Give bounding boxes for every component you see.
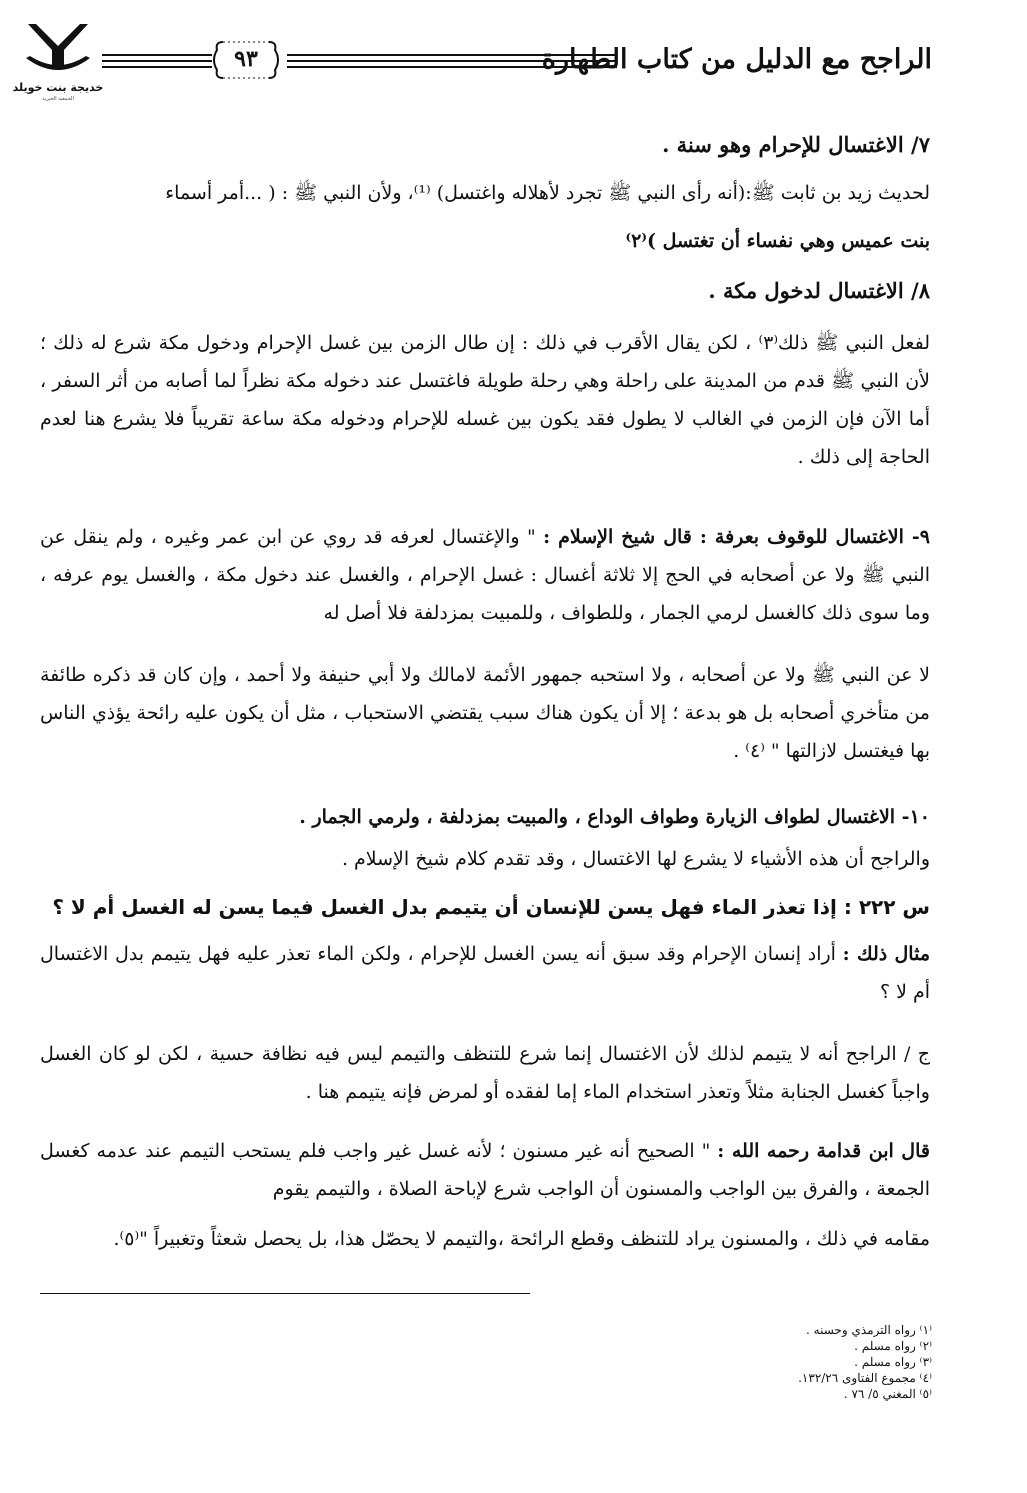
- footnote-item: ⁽٢⁾ رواه مسلم .: [854, 1339, 932, 1353]
- logo-subtext: الجمعية الخيرية: [42, 96, 74, 102]
- footnote-item: ⁽١⁾ رواه الترمذي وحسنه .: [806, 1323, 932, 1337]
- ibn-qudama-label: قال ابن قدامة رحمه الله :: [717, 1140, 930, 1162]
- header-rule-left-1: [102, 54, 212, 56]
- section-8-text: لفعل النبي ﷺ ذلك⁽٣⁾ ، لكن يقال الأقرب في ذلك : إن طال الزمن بين غسل الإحرام ودخول مكة شرع له ذلك ؛ لأن النبي ﷺ قدم من المدينة على راحلة وهي رحلة طويلة فاغتسل عند دخوله مكة نظراً لما أصابه من أثر السفر ، أما الآن فإن الزمن في الغالب لا يطول فقد يكون بين غسله للإحرام ودخوله مكة ساعة تقريباً فلا يشرع هنا لعدم الحاجة إلى ذلك .: [40, 332, 930, 468]
- section-9-quote-1: " والإغتسال لعرفه قد روي عن ابن عمر وغيره ، ولم ينقل عن النبي ﷺ ولا عن أصحابه في الحج إلا ثلاثة أغسال : غسل الإحرام ، والغسل عند دخول مكة ، والغسل يوم عرفه ، وما سوى ذلك كالغسل لرمي الجمار ، وللطواف ، وللمبيت بمزدلفة فلا أصل له: [40, 526, 930, 624]
- footnote-item: ⁽٣⁾ رواه مسلم .: [854, 1355, 932, 1369]
- header-rule-left-2: [102, 60, 212, 62]
- logo-emblem-icon: [22, 20, 94, 80]
- ibn-qudama-quote-2: مقامه في ذلك ، والمسنون يراد للتنظف وقطع الرائحة ،والتيمم لا يحصّل هذا، بل يحصل شعثاً وتغبيراً "⁽٥⁾.: [113, 1228, 930, 1250]
- section-8-heading: ٨/ الاغتسال لدخول مكة .: [708, 278, 930, 303]
- section-10-text: والراجح أن هذه الأشياء لا يشرع لها الاغتسال ، وقد تقدم كلام شيخ الإسلام .: [341, 848, 930, 870]
- footnotes: [552, 1322, 932, 1402]
- section-9-quote-2: لا عن النبي ﷺ ولا عن أصحابه ، ولا استحبه جمهور الأئمة لامالك ولا أبي حنيفة ولا أحمد ، وإن كان قد ذكره طائفة من متأخري أصحابه بل هو بدعة ؛ إلا أن يكون هناك سبب يقتضي الاستحباب ، مثل أن يكون عليه رائحة يؤذي الناس بها فيغتسل لازالتها " ⁽٤⁾ .: [40, 664, 930, 762]
- footnote-item: ⁽٥⁾ المغني ٥/ ٧٦ .: [843, 1387, 932, 1401]
- footnote-item: ⁽٤⁾ مجموع الفتاوى ١٣٢/٢٦.: [798, 1371, 932, 1385]
- footnote-separator: [40, 1293, 530, 1294]
- book-title: الراجح مع الدليل من كتاب الطهارة: [541, 44, 932, 75]
- example-label: مثال ذلك :: [842, 943, 931, 965]
- section-7-text-1: لحديث زيد بن ثابت ﷺ:(أنه رأى النبي ﷺ تجرد لأهلاله واغتسل) ⁽¹⁾، ولأن النبي ﷺ : ( ...أمر أسماء: [165, 182, 930, 204]
- logo: [8, 20, 108, 100]
- section-7-heading: ٧/ الاغتسال للإحرام وهو سنة .: [662, 132, 930, 157]
- header-rule-left-3: [102, 66, 212, 68]
- answer-paragraph: ج / الراجح أنه لا يتيمم لذلك لأن الاغتسال إنما شرع للتنظف والتيمم ليس فيه نظافة حسية ، لكن لو كان الغسل واجباً كغسل الجنابة مثلاً وتعذر استخدام الماء إما لفقده أو لمرض فإنه يتيمم هنا .: [40, 1043, 930, 1103]
- example-text: أراد إنسان الإحرام وقد سبق أنه يسن الغسل للإحرام ، ولكن الماء تعذر عليه فهل يتيمم بدل الاغتسال أم لا ؟: [40, 943, 930, 1003]
- page-number: ٩٣: [234, 46, 258, 72]
- logo-text: خديجة بنت خويلد: [12, 81, 104, 94]
- ibn-qudama-paragraph: [40, 1132, 930, 1212]
- section-7-text-2: بنت عميس وهي نفساء أن تغتسل )⁽٢⁾: [625, 230, 930, 252]
- ibn-qudama-quote-1: " الصحيح أنه غير مسنون ؛ لأنه غسل غير واجب فلم يستحب التيمم عند عدمه كغسل الجمعة ، والفرق بين الواجب والمسنون أن الواجب شرع لإباحة الصلاة ، والتيمم يقوم: [40, 1140, 930, 1200]
- section-9-paragraph-1: [40, 518, 930, 648]
- section-10-heading: ١٠- الاغتسال لطواف الزيارة وطواف الوداع ، والمبيت بمزدلفة ، ولرمي الجمار .: [299, 806, 930, 828]
- section-9-label: ٩- الاغتسال للوقوف بعرفة : قال شيخ الإسلام :: [543, 526, 930, 548]
- example-paragraph: [40, 935, 930, 1015]
- question-222: س ٢٢٢ : إذا تعذر الماء فهل يسن للإنسان أن يتيمم بدل الغسل فيما يسن له الغسل أم لا ؟: [52, 895, 930, 919]
